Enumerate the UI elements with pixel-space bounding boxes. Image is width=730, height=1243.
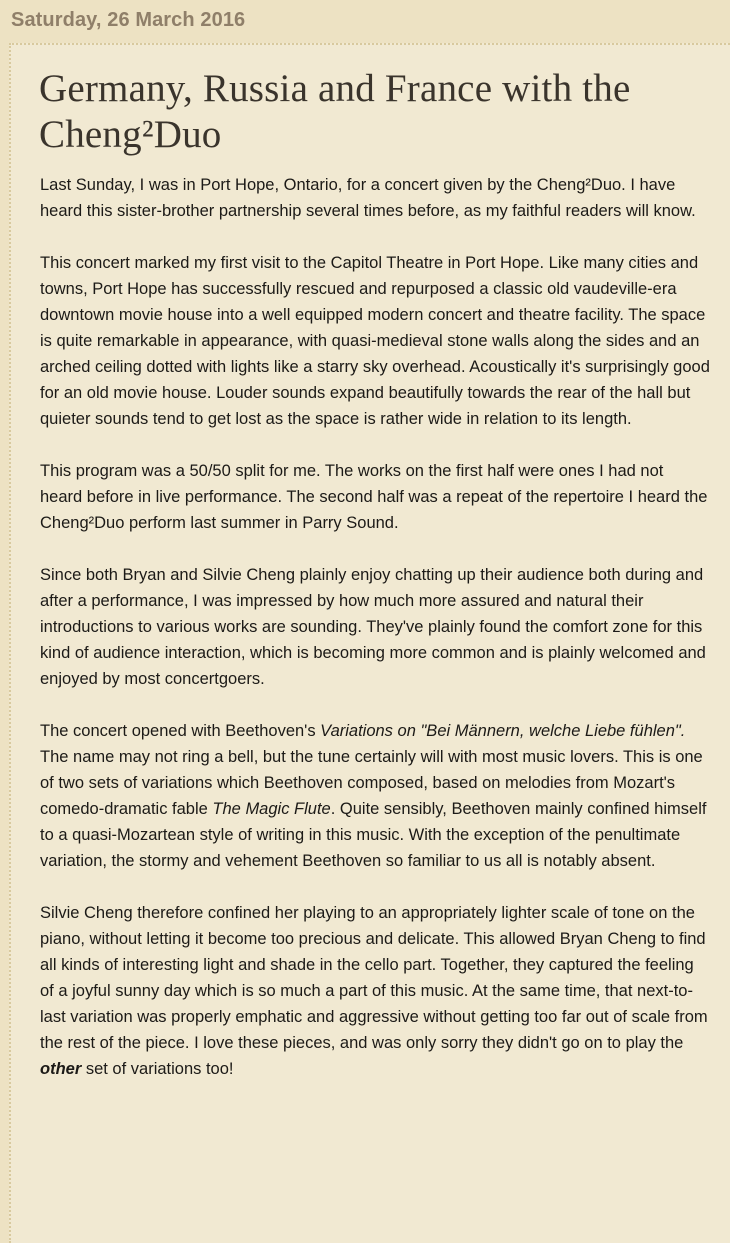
paragraph-1 [40, 172, 710, 224]
text-run: This concert marked my first visit to the Capitol Theatre in Port Hope. Like many cities and towns, Port Hope has successfully rescued and repurposed a classic old vaudeville-era downtown movie house into a well equipped modern concert and theatre facility. The space is quite remarkable in appearance, with quasi-medieval stone walls along the sides and an arched ceiling dotted with lights like a starry sky overhead. Acoustically it's surprisingly good for an old movie house. Louder sounds expand beautifully towards the rear of the hall but quieter sounds tend to get lost as the space is rather wide in relation to its length. [40, 254, 710, 428]
italic-text: Variations on "Bei Männern, welche Liebe fühlen". [320, 722, 686, 740]
text-run: . Quite sensibly, Beethoven mainly confined himself to a quasi-Mozartean style of writing in this music. With the exception of the penultimate variation, the stormy and vehement Beethoven so familiar to us all is notably absent. [40, 800, 707, 870]
text-run: The name may not ring a bell, but the tune certainly will with most music lovers. This is one of two sets of variations which Beethoven composed, based on melodies from Mozart's comedo-dramatic fable [40, 748, 703, 818]
post-body [40, 172, 710, 1108]
text-run: Silvie Cheng therefore confined her playing to an appropriately lighter scale of tone on the piano, without letting it become too precious and delicate. This allowed Bryan Cheng to find all kinds of interesting light and shade in the cello part. Together, they captured the feeling of a joyful sunny day which is so much a part of this music. At the same time, that next-to-last variation was properly emphatic and aggressive without getting too far out of scale from the rest of the piece. I love these pieces, and was only sorry they didn't go on to play the [40, 904, 708, 1052]
paragraph-3 [40, 458, 710, 536]
paragraph-6 [40, 900, 710, 1082]
paragraph-5 [40, 718, 710, 874]
text-run: This program was a 50/50 split for me. The works on the first half were ones I had not heard before in live performance. The second half was a repeat of the repertoire I heard the Cheng²Duo perform last summer in Parry Sound. [40, 462, 708, 532]
date-header: Saturday, 26 March 2016 [11, 9, 246, 31]
bold-italic-text: other [40, 1060, 82, 1078]
paragraph-2 [40, 250, 710, 432]
italic-text: The Magic Flute [212, 800, 331, 818]
text-run: Since both Bryan and Silvie Cheng plainly enjoy chatting up their audience both during and after a performance, I was impressed by how much more assured and natural their introductions to various works are sounding. They've plainly found the comfort zone for this kind of audience interaction, which is becoming more common and is plainly welcomed and enjoyed by most concertgoers. [40, 566, 706, 688]
text-run: The concert opened with Beethoven's [40, 722, 321, 740]
post-title: Germany, Russia and France with the Cheng²Duo [39, 67, 631, 156]
text-run: Last Sunday, I was in Port Hope, Ontario, for a concert given by the Cheng²Duo. I have heard this sister-brother partnership several times before, as my faithful readers will know. [40, 176, 696, 220]
paragraph-4 [40, 562, 710, 692]
text-run: set of variations too! [81, 1060, 234, 1078]
